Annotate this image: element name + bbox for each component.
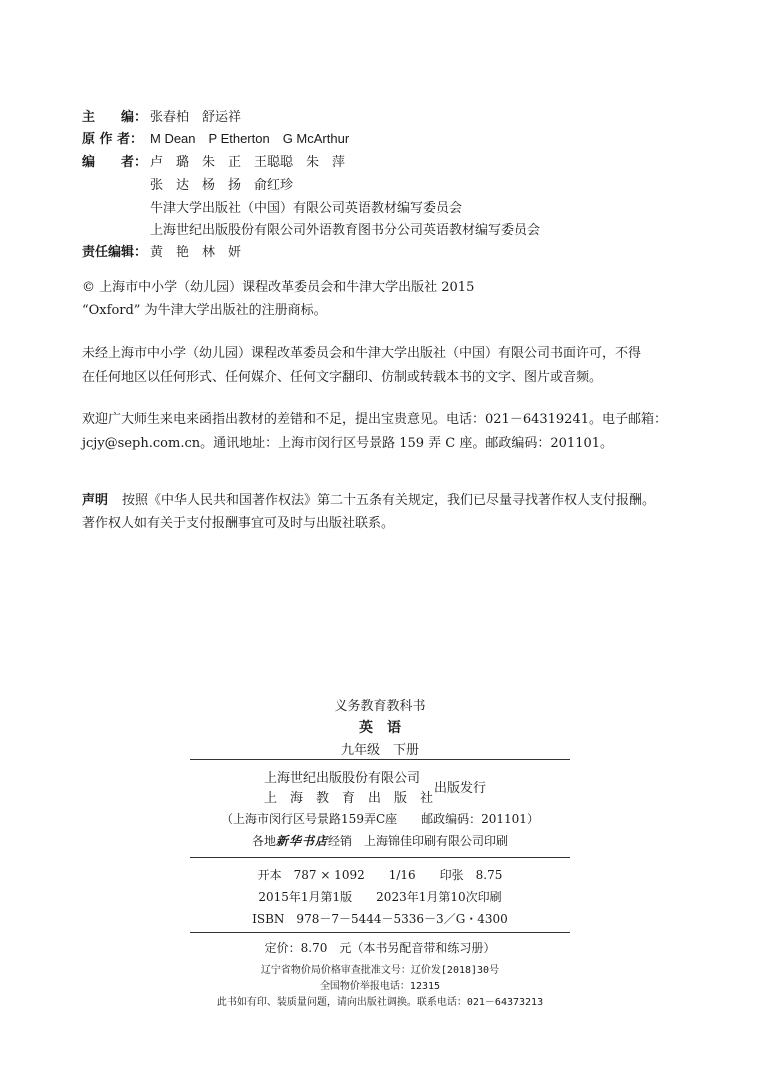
publisher-1: 上海世纪出版股份有限公司 xyxy=(264,771,421,786)
statement-line-1: 按照《中华人民共和国著作权法》第二十五条有关规定，我们已尽量寻找著作权人支付报酬。 xyxy=(122,493,656,508)
grade-volume: 九年级 下册 xyxy=(340,743,419,758)
colophon-divider-3 xyxy=(190,932,570,933)
editors-line-3: 牛津大学出版社（中国）有限公司英语教材编写委员会 xyxy=(150,201,463,216)
colophon-divider-1 xyxy=(190,759,570,760)
trademark-line: “Oxford” 为牛津大学出版社的注册商标。 xyxy=(82,303,327,318)
distribution-prefix: 各地 xyxy=(251,834,276,848)
copyright-line: © 上海市中小学（幼儿园）课程改革委员会和牛津大学出版社 2015 xyxy=(82,280,475,295)
feedback-line-1: 欢迎广大师生来电来函指出教材的差错和不足，提出宝贵意见。电话：021－64319241。电子邮箱： xyxy=(82,412,667,427)
xinhua-bookstore-logotype: 新华书店 xyxy=(275,834,328,848)
responsible-editor-value: 黄 艳 林 妍 xyxy=(150,245,242,260)
colophon-divider-2 xyxy=(190,857,570,858)
distribution-suffix: 经销 上海锦佳印刷有限公司印刷 xyxy=(328,834,509,848)
editors-label: 编 者： xyxy=(82,155,148,170)
quality-contact: 此书如有印、装质量问题，请向出版社调换。联系电话：021－64373213 xyxy=(216,997,544,1008)
publisher-address: （上海市闵行区号景路159弄C座 邮政编码：201101） xyxy=(221,812,539,826)
price-line: 定价：8.70 元（本书另配音带和练习册） xyxy=(264,941,496,955)
isbn-line: ISBN 978－7－5444－5336－3／G・4300 xyxy=(252,912,508,926)
statement-label: 声明 xyxy=(82,493,109,508)
chief-editor-label: 主 编： xyxy=(82,110,148,125)
price-report-phone: 全国物价举报电话：12315 xyxy=(319,981,441,992)
publish-issue: 出版发行 xyxy=(434,781,487,796)
format-line: 开本 787 × 1092 1/16 印张 8.75 xyxy=(257,868,503,882)
book-title: 英 语 xyxy=(359,720,401,736)
edition-line: 2015年1月第1版 2023年1月第10次印刷 xyxy=(258,890,502,904)
feedback-line-2: jcjy@seph.com.cn。通讯地址：上海市闵行区号景路 159 弄 C 座。邮政编码：201101。 xyxy=(82,436,614,451)
publisher-2: 上 海 教 育 出 版 社 xyxy=(264,791,434,806)
permission-line-1: 未经上海市中小学（幼儿园）课程改革委员会和牛津大学出版社（中国）有限公司书面许可，不得 xyxy=(82,346,642,361)
price-approval: 辽宁省物价局价格审查批准文号：辽价发[2018]30号 xyxy=(260,965,500,976)
distribution-line xyxy=(0,832,760,849)
editors-line-4: 上海世纪出版股份有限公司外语教育图书分公司英语教材编写委员会 xyxy=(150,223,541,238)
editors-line-1: 卢 璐 朱 正 王聪聪 朱 萍 xyxy=(150,155,346,170)
author-value: M Dean P Etherton G McArthur xyxy=(150,131,350,146)
author-label: 原 作 者： xyxy=(82,132,144,147)
series-title: 义务教育教科书 xyxy=(334,699,426,714)
editors-line-2: 张 达 杨 扬 俞红珍 xyxy=(150,178,294,193)
responsible-editor-label: 责任编辑： xyxy=(82,245,148,260)
permission-line-2: 在任何地区以任何形式、任何媒介、任何文字翻印、仿制或转载本书的文字、图片或音频。 xyxy=(82,370,603,385)
chief-editor-value: 张春柏 舒运祥 xyxy=(150,110,242,125)
statement-line-2: 著作权人如有关于支付报酬事宜可及时与出版社联系。 xyxy=(82,516,395,531)
